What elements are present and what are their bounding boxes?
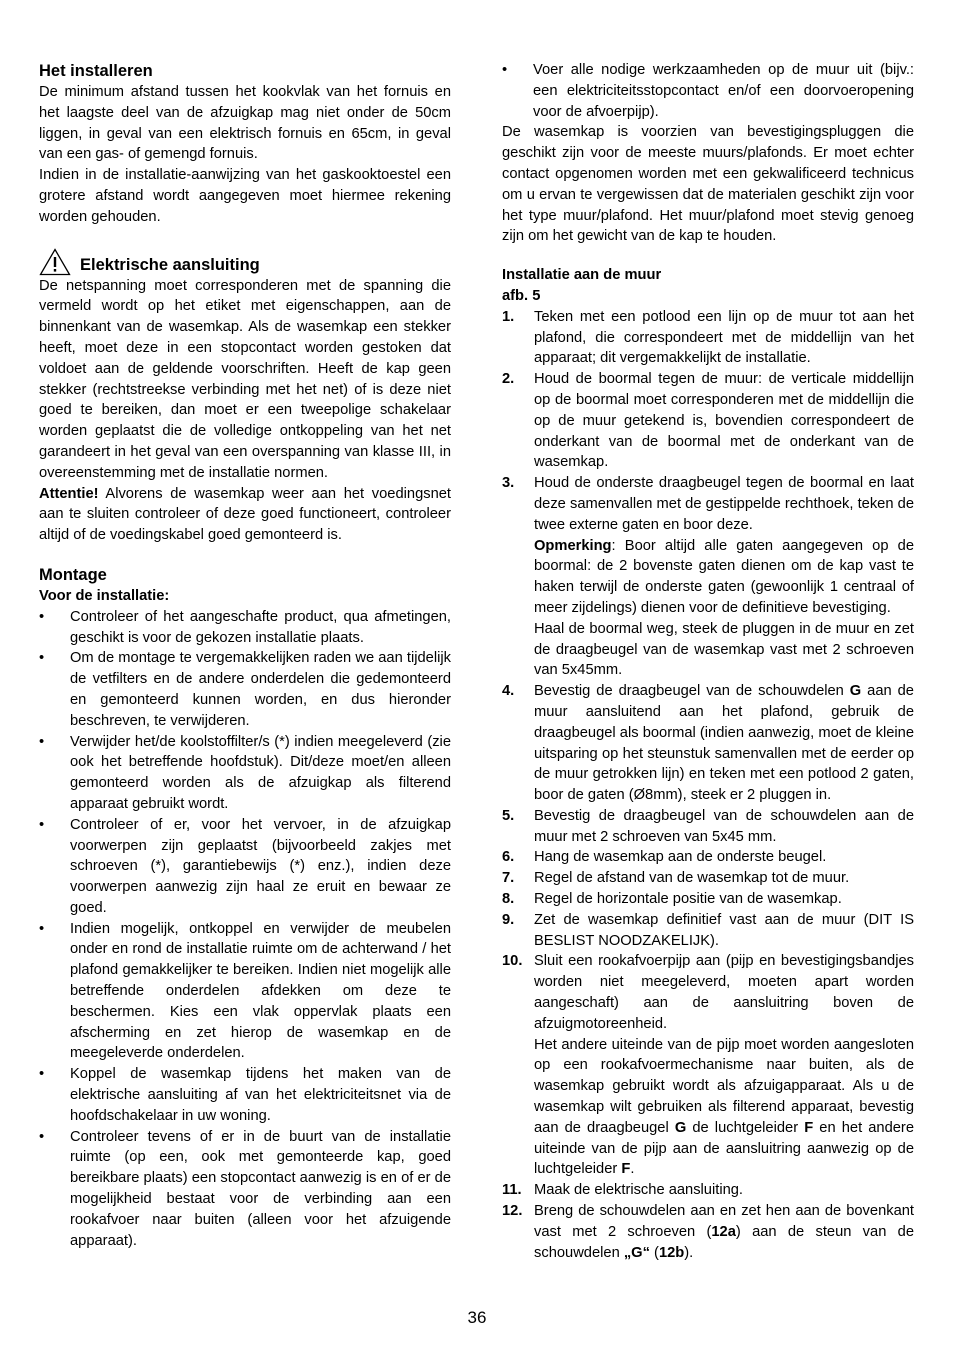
install-paragraph-1: De minimum afstand tussen het kookvlak van het fornuis en het laagste deel van de afzuigkap mag niet onder de 50cm liggen, in geval van een elektrisch fornuis en 65cm, in geval van een gas- of gemengd fornuis.	[39, 84, 451, 163]
attention-label: Attentie!	[39, 485, 99, 502]
list-item: • Verwijder het/de koolstoffilter/s (*) indien meegeleverd (zie ook het betreffende hoofdstuk). Dit/deze moet/en alleen gemonteerd worden als de afzuigkap als filterend apparaat gebruikt wordt.	[39, 733, 451, 812]
wall-work-list	[502, 60, 914, 122]
step-item: 1. Teken met een potlood een lijn op de muur tot aan het plafond, die correspondeert met de middellijn van het apparaat; dit vergemakkelijkt de installatie.	[502, 308, 914, 367]
list-item: • Indien mogelijk, ontkoppel en verwijder de meubelen onder en rond de installatie ruimte om de achterwand / het plafond gemakkelijker te bereiken. Indien niet mogelijk alle betreffende onderdelen afdekken om deze te beschermen. Kies een vlak oppervlak plaats een afscherming en zet hierop de wasemkap en de meegeleverde onderdelen.	[39, 920, 451, 1062]
step-item: 7. Regel de afstand van de wasemkap tot de muur.	[502, 870, 850, 887]
electrical-paragraph: De netspanning moet corresponderen met de spanning die vermeld wordt op het etiket met eigenschappen, aan de binnenkant van de wasemkap. Als de wasemkap een stekker heeft, moet deze in een stopcontact worden gestoken dat voldoet aan de geldende voorschriften. Heeft de kap geen stekker (rechtstreekse verbinding met het net) of is deze niet goed te bereiken, dan moet er een tweepolige schakelaar worden geplaatst die de volledige ontkoppeling van het net garandeert in het geval van een overspanning van klasse III, in overeenstemming met de installatie normen.	[39, 277, 451, 481]
list-item: • Voer alle nodige werkzaamheden op de muur uit (bijv.: een elektriciteitsstopcontact en/of een doorvoeropening voor de afvoerpijp).	[502, 62, 914, 120]
step-item: 5. Bevestig de draagbeugel van de schouwdelen aan de muur met 2 schroeven van 5x45 mm.	[502, 807, 914, 845]
bullet-mark: •	[39, 920, 45, 937]
attention-paragraph	[39, 484, 451, 546]
attention-text: Alvorens de wasemkap weer aan het voedingsnet aan te sluiten controleer of deze goed functioneert, controleer altijd of de voedingskabel goed gemonteerd is.	[39, 485, 451, 544]
step-item: 9. Zet de wasemkap definitief vast aan de muur (DIT IS BESLIST NOODZAKELIJK).	[502, 911, 914, 949]
step-item: 2. Houd de boormal tegen de muur: de verticale middellijn op de boormal moet corresponderen met de middellijn die op de muur getekend is, bovendien correspondeert de onderkant van de boormal met de onderkant van de wasemkap.	[502, 371, 914, 471]
bullet-mark: •	[39, 608, 45, 625]
step-extra: Haal de boormal weg, steek de pluggen in de muur en zet de draagbeugel van de wasemkap vast met 2 schroeven van 5x45mm.	[534, 620, 914, 679]
list-item: • Om de montage te vergemakkelijken raden we aan tijdelijk de vetfilters en de andere onderdelen die gedemonteerd en gemonteerd kunnen worden, en dus hieronder beschreven, te verwijderen.	[39, 650, 451, 729]
bullet-mark: •	[502, 62, 508, 78]
step-item: 6. Hang de wasemkap aan de onderste beugel.	[502, 849, 827, 866]
electrical-heading-row	[39, 248, 451, 276]
bullet-mark: •	[39, 733, 45, 750]
step-note: Opmerking: Boor altijd alle gaten aangegeven op de boormal: de 2 bovenste gaten dienen om de kap vast te haken terwijl de onderste gaten (gewoonlijk 1 centraal of meer zijdelings) dienen voor de definitieve bevestiging.	[534, 537, 914, 616]
right-column	[502, 60, 914, 1263]
list-item: • Controleer of het aangeschafte product, qua afmetingen, geschikt is voor de gekozen installatie plaats.	[39, 608, 451, 646]
wall-install-steps	[502, 307, 914, 1264]
list-item: • Controleer tevens of er in de buurt van de installatie ruimte (op een, ook met gemonteerde kap, goed bereikbare plaats) een stopcontact aanwezig is en of er de mogelijkheid bestaat voor de verbinding aan een rookafvoer naar buiten (alleen voor het afzuigende apparaat).	[39, 1128, 451, 1249]
before-install-subheading: Voor de installatie:	[39, 587, 170, 604]
wall-install-subheading: Installatie aan de muur	[502, 267, 662, 284]
step-item: 10. Sluit een rookafvoerpijp aan (pijp en bevestigingsbandjes worden niet meegeleverd, moeten apart worden aangeschaft) aan de aansluitring boven de afzuigmotoreenheid. Het andere uiteinde van de pijp moet worden aangesloten op een rookafvoermechanisme naar buiten, als de wasemkap gebruikt wordt als afzuigapparaat. Als u de wasemkap wilt gebruiken als filterend apparaat, bevestig aan de draagbeugel G de luchtgeleider F en het andere uiteinde van de pijp aan de aansluitring aanwezig op de luchtgeleider F.	[502, 951, 914, 1180]
figure-reference: afb. 5	[502, 287, 541, 304]
bullet-mark: •	[39, 816, 45, 833]
bullet-mark: •	[39, 1128, 45, 1145]
bullet-mark: •	[39, 650, 45, 667]
list-item: • Koppel de wasemkap tijdens het maken van de elektrische aansluiting af van het elektriciteitsnet via de hoofdschakelaar in uw woning.	[39, 1066, 451, 1124]
before-install-list	[39, 607, 451, 1252]
step-item: 12. Breng de schouwdelen aan en zet hen aan de bovenkant vast met 2 schroeven (12a) aan de steun van de schouwdelen „G“ (12b).	[502, 1203, 914, 1261]
electrical-heading: Elektrische aansluiting	[80, 255, 260, 274]
montage-heading: Montage	[39, 565, 107, 584]
list-item: • Controleer of er, voor het vervoer, in de afzuigkap voorwerpen zijn geplaatst (bijvoorbeeld zakjes met schroeven (*), garantiebewijs (*) enz.), indien deze voorwerpen aanwezig zijn haal ze eruit en bewaar ze goed.	[39, 816, 451, 916]
plugs-paragraph: De wasemkap is voorzien van bevestigingspluggen die geschikt zijn voor de meeste muurs/plafonds. Er moet echter contact opgenomen worden met een gekwalificeerd technicus om u ervan te vergewissen dat de materialen geschikt zijn voor het type muur/plafond. Het muur/plafond moet stevig genoeg zijn om het gewicht van de kap te houden.	[502, 124, 914, 245]
step-extra: Het andere uiteinde van de pijp moet worden aangesloten op een rookafvoermechanisme naar buiten, als de wasemkap gebruikt wordt als afzuigapparaat. Als u de wasemkap wilt gebruiken als filterend apparaat, bevestig aan de draagbeugel G de luchtgeleider F en het andere uiteinde van de pijp aan de aansluitring aanwezig op de luchtgeleider F.	[534, 1036, 914, 1178]
step-item: 4. Bevestig de draagbeugel van de schouwdelen G aan de muur aansluitend aan het plafond, gebruik de draagbeugel als boormal (indien aanwezig, moet de kleine uitsparing op het steunstuk samenvallen met de eerder op de muur getrokken lijn) en teken met een potlood 2 gaten, boor de gaten (Ø8mm), steek er 2 pluggen in.	[502, 683, 914, 804]
page-number: 36	[467, 1308, 487, 1327]
step-item: 8. Regel de horizontale positie van de wasemkap.	[502, 891, 842, 908]
warning-triangle-icon	[39, 248, 71, 276]
left-column	[39, 60, 451, 1251]
step-item: 3. Houd de onderste draagbeugel tegen de boormal en laat deze samenvallen met de gestippelde rechthoek, teken de twee externe gaten en boor deze. Opmerking: Boor altijd alle gaten aangegeven op de boormal: de 2 bovenste gaten dienen om de kap vast te haken terwijl de onderste gaten (gewoonlijk 1 centraal of meer zijdelings) dienen voor de definitieve bevestiging. Haal de boormal weg, steek de pluggen in de muur en zet de draagbeugel van de wasemkap vast met 2 schroeven van 5x45mm.	[502, 473, 914, 681]
bullet-mark: •	[39, 1066, 45, 1083]
step-item: 11. Maak de elektrische aansluiting.	[502, 1182, 744, 1199]
install-heading: Het installeren	[39, 62, 153, 80]
install-paragraph-2: Indien in de installatie-aanwijzing van het gaskooktoestel een grotere afstand wordt aangegeven moet hiermee rekening worden gehouden.	[39, 167, 451, 225]
